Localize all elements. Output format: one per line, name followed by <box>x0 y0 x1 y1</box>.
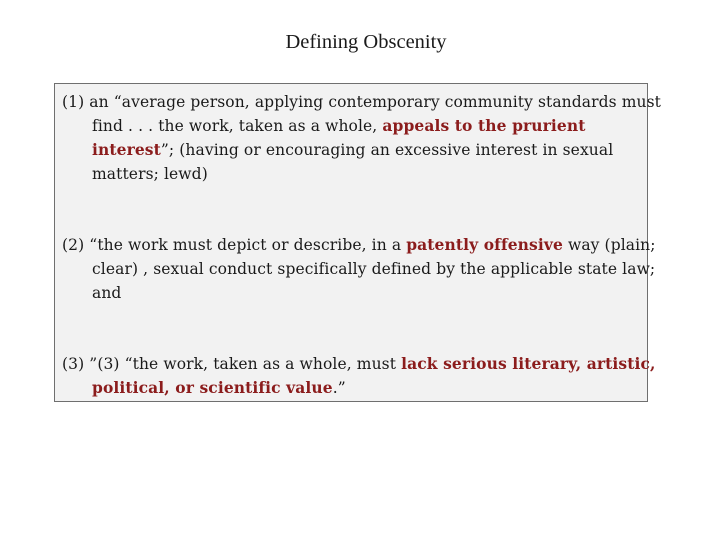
criterion-text: an “average person, applying contemporary community standards must find . . . the work, taken as a whole, <box>84 93 662 135</box>
criterion-highlight: lack serious literary, artistic, political, or scientific value <box>92 354 656 397</box>
criterion-number: (1) <box>62 93 85 111</box>
criterion-text-end: way (plain; clear) , sexual conduct specifically defined by the applicable state law; and <box>92 236 656 302</box>
criterion-highlight: appeals to the prurient interest <box>92 116 586 159</box>
criterion-text-end: ”; (having or encouraging an excessive interest in sexual matters; lewd) <box>92 141 614 183</box>
criterion-text: “the work must depict or describe, in a <box>84 236 407 254</box>
slide-title: Defining Obscenity <box>285 31 447 53</box>
criterion-number: (2) <box>62 236 85 254</box>
criterion-1 <box>62 90 672 186</box>
criterion-2 <box>62 233 672 305</box>
criterion-text-end: .” <box>332 379 346 397</box>
criterion-number: (3) <box>62 355 85 373</box>
criterion-highlight: patently offensive <box>406 235 563 254</box>
definition-box <box>54 83 662 402</box>
criterion-text: ”(3) “the work, taken as a whole, must <box>84 355 402 373</box>
criterion-3 <box>62 352 672 400</box>
